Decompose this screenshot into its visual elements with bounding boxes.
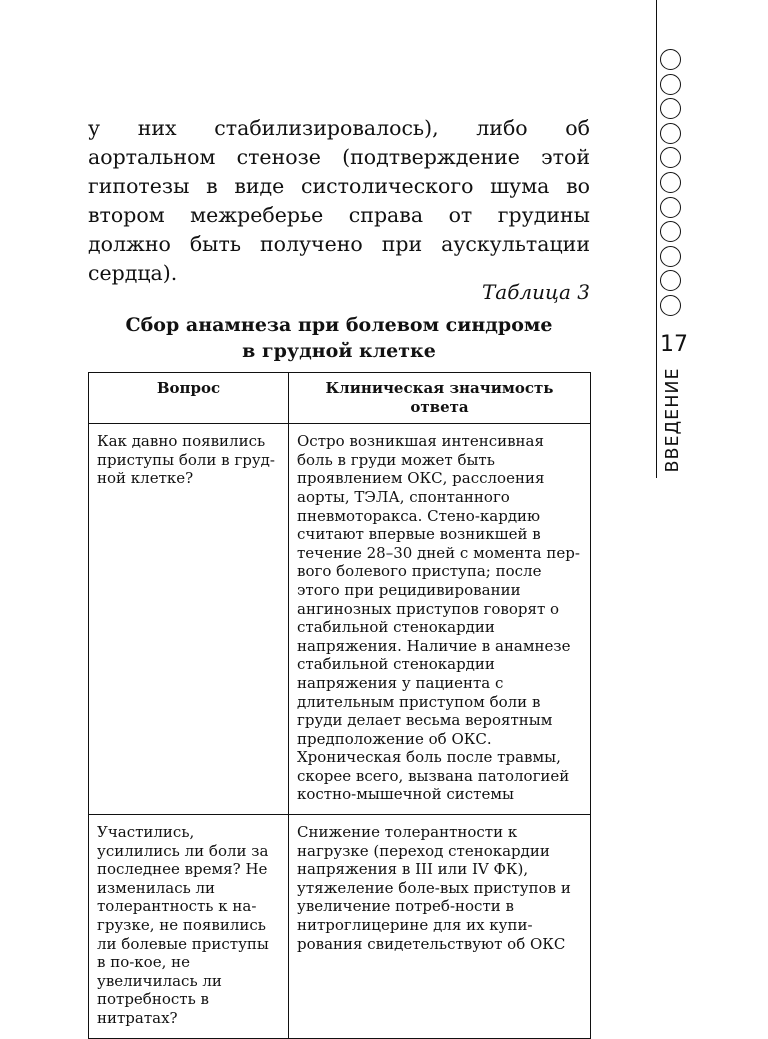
margin-circle bbox=[660, 270, 681, 291]
margin-circle bbox=[660, 295, 681, 316]
margin-circle bbox=[660, 221, 681, 242]
table-title-line-2: в грудной клетке bbox=[242, 340, 436, 362]
table-row bbox=[89, 424, 591, 815]
margin-circle bbox=[660, 74, 681, 95]
margin-circle bbox=[660, 197, 681, 218]
table-title-line-1: Сбор анамнеза при болевом синдроме bbox=[125, 314, 553, 336]
page-number: 17 bbox=[660, 332, 688, 357]
anamnesis-table bbox=[88, 372, 591, 1039]
question-cell: Как давно появились приступы боли в груд-ной клетке? bbox=[89, 424, 289, 815]
margin-circle-column bbox=[660, 49, 684, 320]
margin-rule bbox=[656, 0, 657, 478]
margin-circle bbox=[660, 172, 681, 193]
margin-circle bbox=[660, 246, 681, 267]
question-cell: Участились, усилились ли боли за последнее время? Не изменилась ли толерантность к на-грузке, не появились ли болевые приступы в по-кое, не увеличилась ли потребность в нитратах? bbox=[89, 815, 289, 1039]
significance-cell: Снижение толерантности к нагрузке (переход стенокардии напряжения в III или IV ФК), утяжеление боле-вых приступов и увеличение потреб-ности в нитроглицерине для их купи-рования свидетельствуют об ОКС bbox=[289, 815, 591, 1039]
margin-circle bbox=[660, 147, 681, 168]
section-label: ВВЕДЕНИЕ bbox=[663, 367, 683, 473]
column-header-significance: Клиническая значимость ответа bbox=[289, 373, 591, 424]
margin-circle bbox=[660, 98, 681, 119]
table-number: Таблица 3 bbox=[481, 280, 590, 304]
body-paragraph: у них стабилизировалось), либо об аортальном стенозе (подтверждение этой гипотезы в виде систолического шума во втором межреберье справа от грудины должно быть получено при аускультации сердца). bbox=[88, 116, 590, 285]
margin-circle bbox=[660, 49, 681, 70]
column-header-question: Вопрос bbox=[89, 373, 289, 424]
table-title bbox=[88, 312, 590, 364]
margin-circle bbox=[660, 123, 681, 144]
table-header-row bbox=[89, 373, 591, 424]
significance-cell: Остро возникшая интенсивная боль в груди может быть проявлением ОКС, расслоения аорты, ТЭЛА, спонтанного пневмоторакса. Стено-кардию считают впервые возникшей в течение 28–30 дней с момента пер-вого болевого приступа; после этого при рецидивировании ангинозных приступов говорят о стабильной стенокардии напряжения. Наличие в анамнезе стабильной стенокардии напряжения у пациента с длительным приступом боли в груди делает весьма вероятным предположение об ОКС. Хроническая боль после травмы, скорее всего, вызвана патологией костно-мышечной системы bbox=[289, 424, 591, 815]
table-row bbox=[89, 815, 591, 1039]
